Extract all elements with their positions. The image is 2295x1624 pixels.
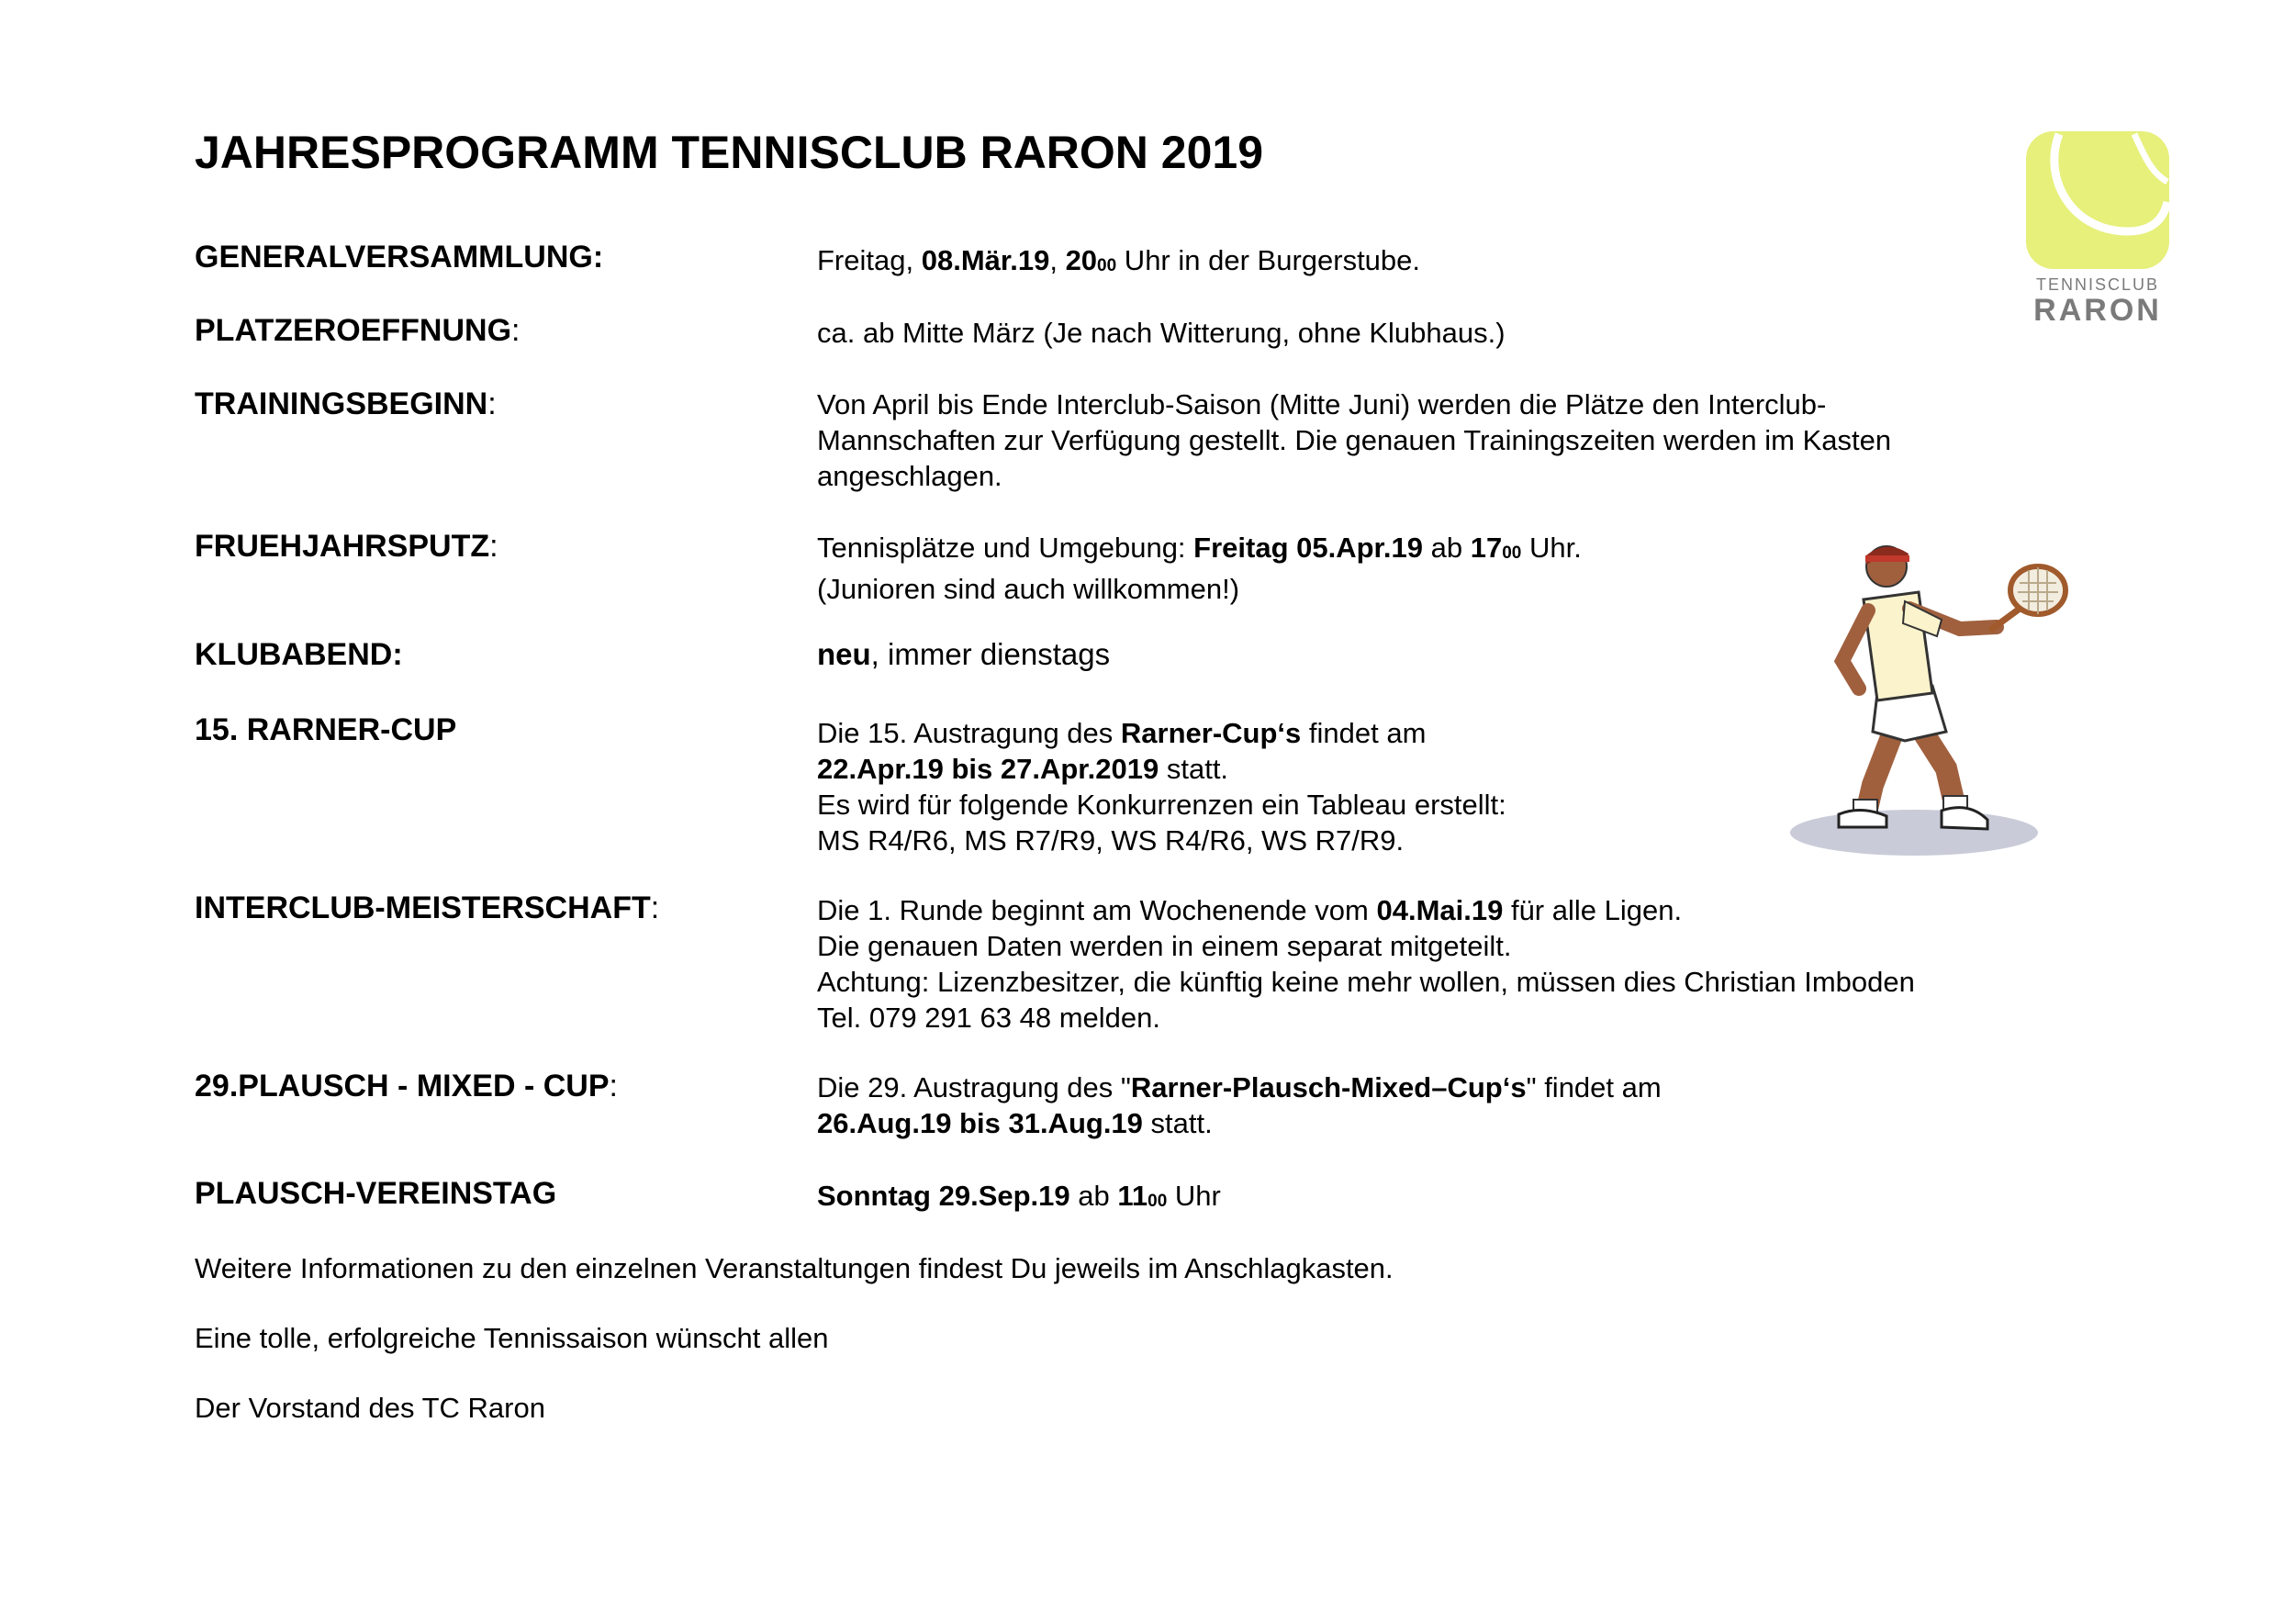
- tennis-ball-logo-icon: [2024, 127, 2180, 274]
- desc-line: Tennisplätze und Umgebung: Freitag 05.Apr.19 ab 1700 Uhr.: [817, 532, 1582, 564]
- tennis-player-illustration: [1758, 528, 2070, 863]
- desc-line: 26.Aug.19 bis 31.Aug.19 statt.: [817, 1107, 1213, 1139]
- desc-generalversammlung: [817, 242, 2020, 284]
- desc-line: MS R4/R6, MS R7/R9, WS R4/R6, WS R7/R9.: [817, 824, 1405, 857]
- label-fruehjahrsputz: FRUEHJAHRSPUTZ:: [195, 529, 498, 564]
- desc-line: neu, immer dienstags: [817, 637, 1111, 671]
- desc-line: angeschlagen.: [817, 460, 1002, 492]
- label-vereinstag: PLAUSCH-VEREINSTAG: [195, 1176, 557, 1211]
- logo-text-raron: RARON: [2033, 293, 2162, 328]
- desc-line: Die 15. Austragung des Rarner-Cup‘s findet am: [817, 717, 1427, 749]
- desc-plausch-mixed-cup: [817, 1070, 2020, 1141]
- desc-line: 22.Apr.19 bis 27.Apr.2019 statt.: [817, 753, 1229, 785]
- desc-line: Von April bis Ende Interclub-Saison (Mitte Juni) werden die Plätze den Interclub-: [817, 388, 1827, 420]
- desc-line: Achtung: Lizenzbesitzer, die künftig keine mehr wollen, müssen dies Christian Imboden: [817, 966, 1915, 998]
- desc-line: Die genauen Daten werden in einem separat mitgeteilt.: [817, 930, 1512, 962]
- label-platzeroeffnung: PLATZEROEFFNUNG:: [195, 313, 521, 348]
- desc-line: Tel. 079 291 63 48 melden.: [817, 1002, 1160, 1034]
- footer-greeting: Eine tolle, erfolgreiche Tennissaison wünscht allen: [195, 1322, 829, 1354]
- label-interclub: INTERCLUB-MEISTERSCHAFT:: [195, 890, 660, 925]
- desc-line: Es wird für folgende Konkurrenzen ein Tableau erstellt:: [817, 789, 1506, 821]
- label-rarner-cup: 15. RARNER-CUP: [195, 712, 457, 747]
- footer-signature: Der Vorstand des TC Raron: [195, 1392, 545, 1424]
- desc-line: Sonntag 29.Sep.19 ab 1100 Uhr: [817, 1180, 1221, 1212]
- label-klubabend: KLUBABEND:: [195, 637, 403, 672]
- desc-trainingsbeginn: [817, 386, 2020, 494]
- desc-line: (Junioren sind auch willkommen!): [817, 573, 1240, 605]
- logo-text-tennisclub: TENNISCLUB: [2035, 275, 2160, 294]
- desc-line: Die 1. Runde beginnt am Wochenende vom 04.Mai.19 für alle Ligen.: [817, 894, 1683, 926]
- desc-line: ca. ab Mitte März (Je nach Witterung, ohne Klubhaus.): [817, 317, 1506, 349]
- label-trainingsbeginn: TRAININGSBEGINN:: [195, 386, 497, 421]
- desc-vereinstag: [817, 1178, 2020, 1219]
- desc-platzeroeffnung: [817, 315, 2020, 351]
- page-title: JAHRESPROGRAMM TENNISCLUB RARON 2019: [195, 127, 1264, 178]
- desc-line: Freitag, 08.Mär.19, 2000 Uhr in der Burgerstube.: [817, 244, 1421, 276]
- label-plausch-mixed-cup: 29.PLAUSCH - MIXED - CUP:: [195, 1069, 618, 1103]
- club-logo: [2024, 127, 2180, 329]
- desc-line: Mannschaften zur Verfügung gestellt. Die genauen Trainingszeiten werden im Kasten: [817, 424, 1892, 456]
- desc-interclub: [817, 892, 2020, 1036]
- footer-info: Weitere Informationen zu den einzelnen Veranstaltungen findest Du jeweils im Anschlagkasten.: [195, 1252, 1394, 1284]
- label-generalversammlung: GENERALVERSAMMLUNG:: [195, 240, 604, 274]
- desc-line: Die 29. Austragung des "Rarner-Plausch-Mixed–Cup‘s" findet am: [817, 1071, 1662, 1103]
